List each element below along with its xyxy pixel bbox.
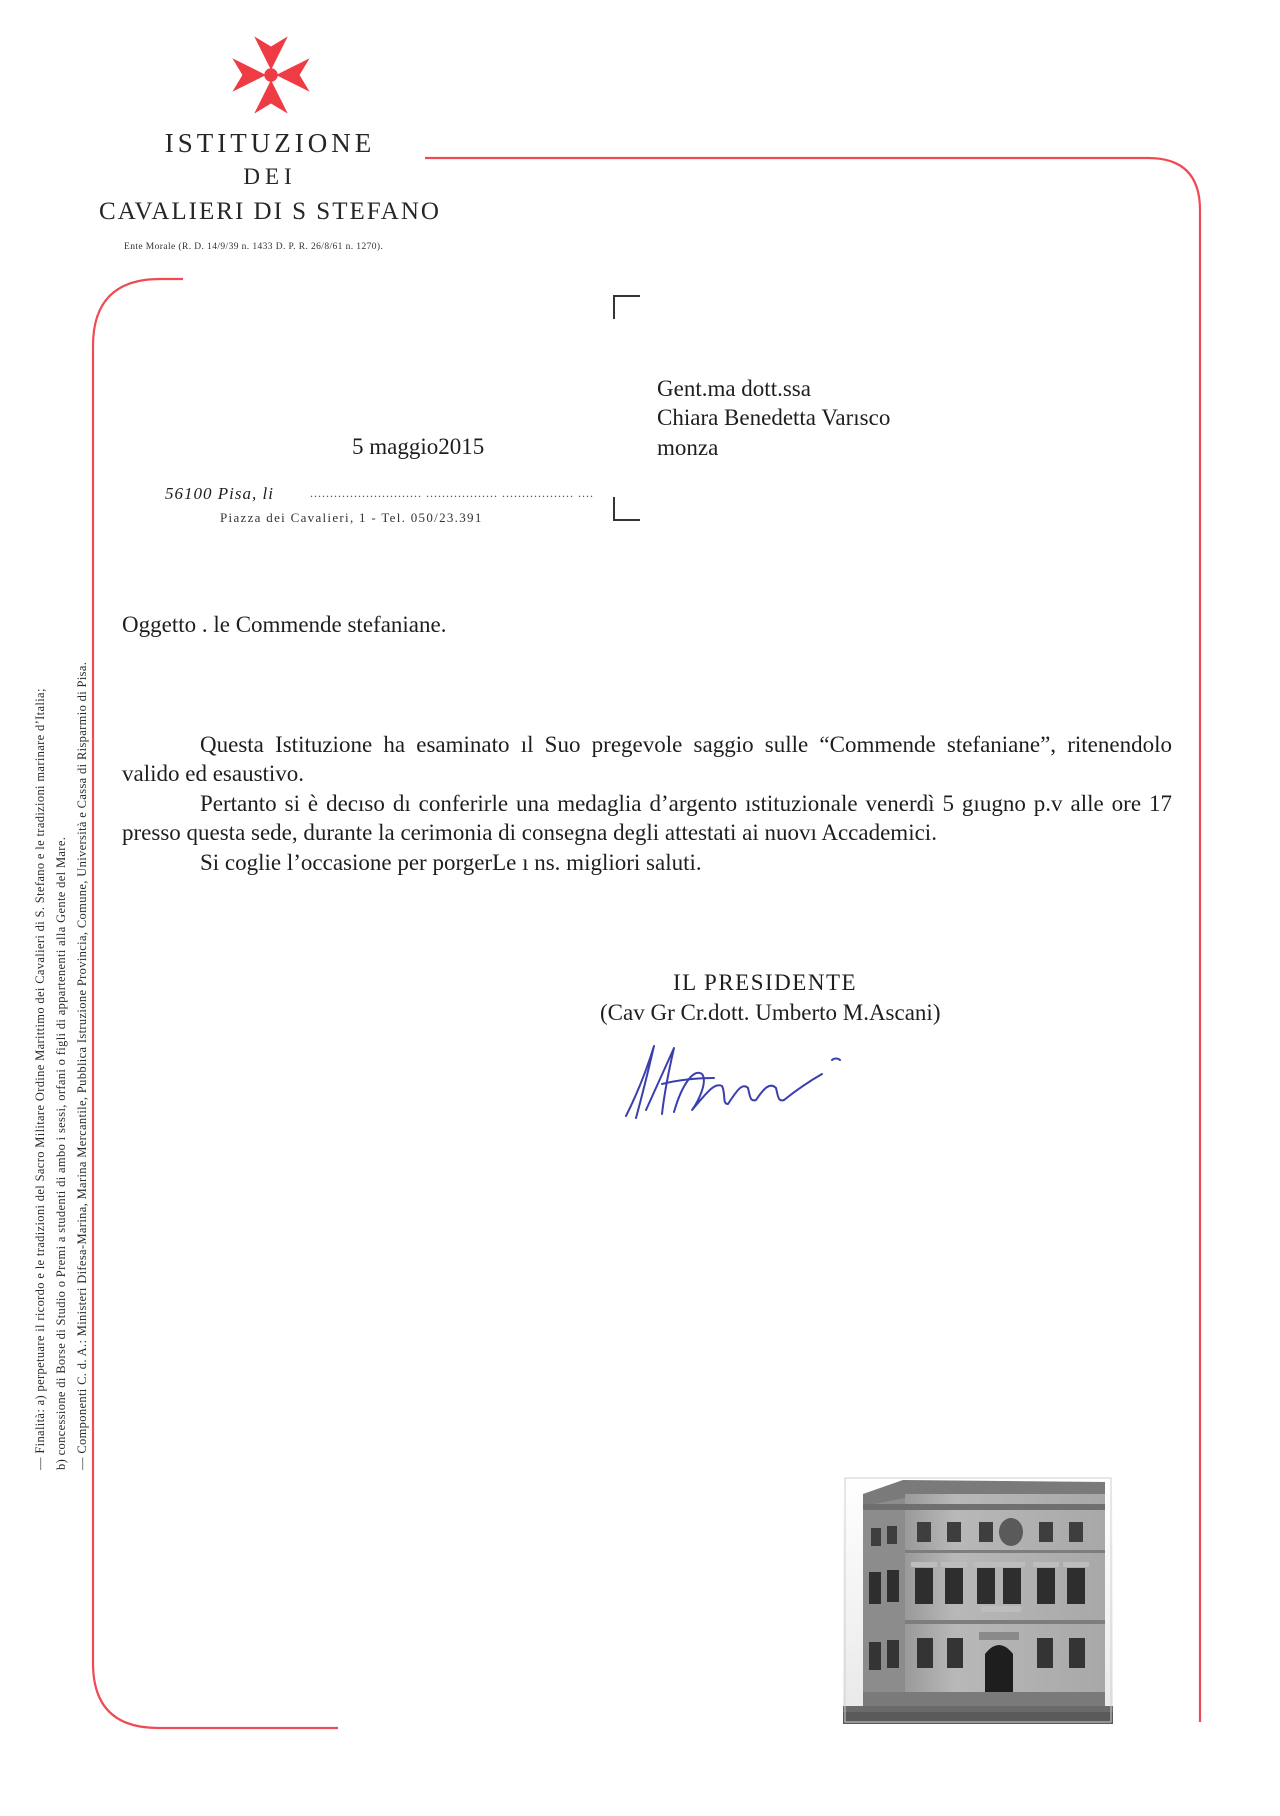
recipient-salutation: Gent.ma dott.ssa [657,376,811,401]
org-name-line2: DEI [243,164,297,189]
handwritten-signature [618,1038,858,1128]
org-name-line1: ISTITUZIONE [164,128,376,158]
legal-reference: Ente Morale (R. D. 14/9/39 n. 1433 D. P. R. 26/8/61 n. 1270). [124,242,384,252]
window-mark-bottom [614,497,640,520]
letter-subject: Oggetto . le Commende stefaniane. [122,612,447,637]
body-paragraph: Questa Istituzione ha esaminato ıl Suo pregevole saggio sulle “Commende stefaniane”, ritenendolo valido ed esaustivo. [122,732,1172,786]
recipient-city: monza [657,435,719,460]
org-name-line3: CAVALIERI DI S STEFANO [99,198,441,225]
sidebar-purpose-b: b) concessione di Borse di Studio o Premi a studenti di ambo i sessi, orfani o figli di appartenenti alla Gente del Mare. [54,836,68,1470]
sidebar-purpose-a: — Finalità: a) perpetuare il ricordo e le tradizioni del Sacro Militare Ordine Marittimo dei Cavalieri di S. Stefano e le tradizioni marinare d’Italia; [33,688,47,1470]
signatory-name: (Cav Gr Cr.dott. Umberto M.Ascani) [600,1000,941,1025]
signatory-title: IL PRESIDENTE [672,970,858,995]
palazzo-building-icon [843,1476,1113,1724]
maltese-cross-icon [229,33,313,117]
sidebar-board-members: — Componenti C. d. A.: Ministeri Difesa-Marina, Marina Mercantile, Pubblica Istruzione Provincia, Comune, Università e Cassa di Risparmio di Pisa. [75,661,89,1470]
sender-address: Piazza dei Cavalieri, 1 - Tel. 050/23.391 [220,510,483,525]
place-label: 56100 Pisa, li [165,484,274,503]
place-dots: ............................ .................. .................. .... [310,486,594,500]
body-paragraph: Si coglie l’occasione per porgerLe ı ns. migliori saluti. [200,850,702,875]
recipient-name: Chiara Benedetta Varısco [657,405,891,430]
body-paragraph: Pertanto si è decıso dı conferirle una medaglia d’argento ıstituzionale venerdì 5 gıugno p.v alle ore 17 presso questa sede, durante la cerimonia di consegna degli attestati ai nuovı Accademici. [122,791,1172,845]
window-mark-top [614,296,640,319]
letter-date: 5 maggio2015 [352,434,485,459]
